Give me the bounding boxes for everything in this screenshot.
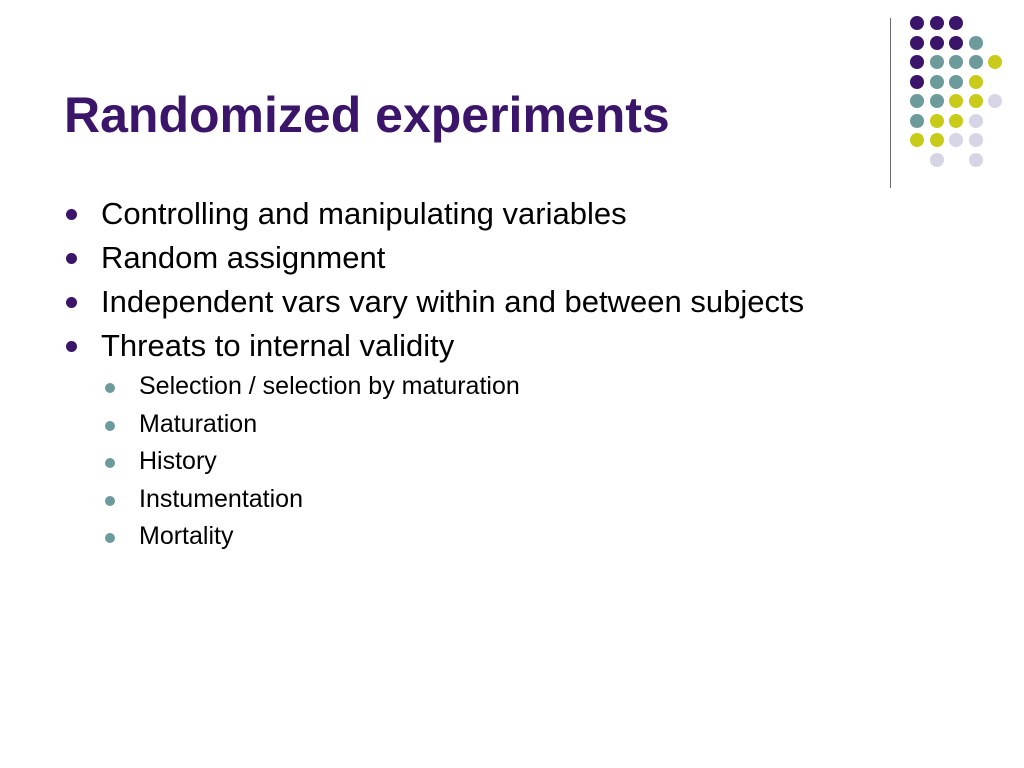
sub-bullet-dot-icon	[105, 458, 115, 468]
bullet-text: Threats to internal validity	[101, 328, 455, 363]
decorative-dot	[910, 16, 924, 30]
sub-bullet-text: Selection / selection by maturation	[139, 372, 520, 400]
decorative-dot	[949, 16, 963, 30]
sub-bullet-text: Mortality	[139, 522, 234, 550]
decorative-dot	[988, 55, 1002, 69]
sub-bullet-dot-icon	[105, 533, 115, 543]
sub-bullet-item	[64, 443, 804, 481]
sub-bullet-text: Instumentation	[139, 484, 303, 513]
decorative-dot	[969, 94, 983, 108]
decorative-dot	[949, 114, 963, 128]
sub-bullet-dot-icon	[105, 421, 115, 431]
slide-title: Randomized experiments	[64, 87, 670, 143]
decorative-dot	[988, 94, 1002, 108]
sub-bullet-text: History	[139, 447, 217, 475]
sub-bullet-list	[64, 368, 804, 556]
bullet-dot-icon	[66, 297, 77, 308]
decorative-dot	[949, 75, 963, 89]
decorative-dot	[969, 75, 983, 89]
sub-bullet-item	[64, 406, 804, 444]
sub-bullet-item	[64, 518, 804, 556]
sub-bullet-dot-icon	[105, 496, 115, 506]
sub-bullet-item	[64, 368, 804, 406]
decorative-dot	[949, 36, 963, 50]
decorative-dot	[930, 133, 944, 147]
bullet-item	[64, 236, 804, 280]
decorative-dot	[930, 114, 944, 128]
decorative-dot	[930, 36, 944, 50]
sub-bullet-container	[64, 368, 804, 556]
sub-bullet-dot-icon	[105, 383, 115, 393]
decorative-dot	[910, 36, 924, 50]
decorative-dot	[910, 75, 924, 89]
bullet-item	[64, 324, 804, 368]
bullet-item	[64, 280, 804, 324]
vertical-divider	[890, 18, 891, 188]
decorative-dot	[930, 55, 944, 69]
sub-bullet-text: Maturation	[139, 409, 258, 438]
decorative-dot	[910, 55, 924, 69]
decorative-dot	[949, 94, 963, 108]
decorative-dot	[910, 94, 924, 108]
decorative-dot	[969, 55, 983, 69]
bullet-dot-icon	[66, 209, 77, 220]
bullet-dot-icon	[66, 341, 77, 352]
bullet-text: Controlling and manipulating variables	[101, 196, 627, 231]
decorative-dot	[969, 133, 983, 147]
decorative-dot	[910, 133, 924, 147]
decorative-dot	[910, 114, 924, 128]
decorative-dot	[969, 36, 983, 50]
decorative-dot-grid	[900, 10, 1010, 170]
decorative-dot	[949, 55, 963, 69]
decorative-dot	[930, 16, 944, 30]
bullet-text: Independent vars vary within and between subjects	[101, 284, 805, 319]
decorative-dot	[969, 114, 983, 128]
decorative-dot	[949, 133, 963, 147]
bullet-text: Random assignment	[101, 240, 386, 275]
bullet-list	[64, 192, 804, 556]
decorative-dot	[969, 153, 983, 167]
bullet-dot-icon	[66, 253, 77, 264]
decorative-dot	[930, 94, 944, 108]
decorative-dot	[930, 153, 944, 167]
bullet-item	[64, 192, 804, 236]
decorative-dot	[930, 75, 944, 89]
sub-bullet-item	[64, 481, 804, 519]
